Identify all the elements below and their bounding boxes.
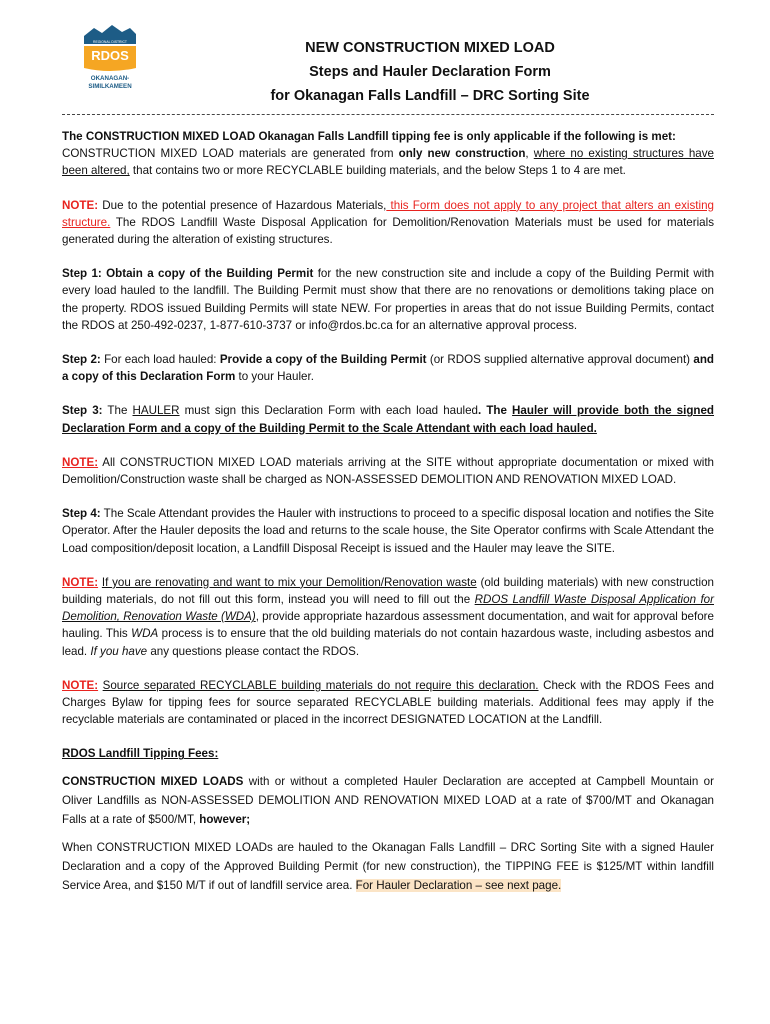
note-4: NOTE: Source separated RECYCLABLE building materials do not require this declaration. Check with the RDOS Fees and Charges Bylaw for tipping fees for source separated RECYCLABLE building materials. Additional fees may apply if the recyclable materials are contaminated or placed in the incorrect DESIGNATED LOCATION at the Landfill.: [62, 678, 714, 727]
fees-heading-paragraph: [62, 745, 714, 762]
step-1: Step 1: Obtain a copy of the Building Permit for the new construction site and include a copy of the Building Permit with every load hauled to the landfill. The Building Permit must show that there are no renovations or demolitions taking place on the property. RDOS issued Building Permits will state NEW. For properties in areas that do not issue Building Permits, contact the RDOS at 250-492-0237, 1-877-610-3737 or info@rdos.bc.ca for an alternative approval process.: [62, 267, 715, 332]
note-label: NOTE:: [62, 198, 99, 212]
step-4: Step 4: The Scale Attendant provides the Hauler with instructions to proceed to a specific disposal location and notifies the Site Operator. After the Hauler deposits the load and returns to the scale house, the Site Operator confirms with Scale Attendant the Load composition/deposit location, a Landfill Disposal Receipt is issued and the Hauler may leave the SITE.: [62, 507, 714, 555]
logo-line2: SIMILKAMEEN: [88, 83, 132, 90]
note-2: NOTE: All CONSTRUCTION MIXED LOAD materials arriving at the SITE without appropriate documentation or mixed with Demolition/Construction waste shall be charged as NON-ASSESSED DEMOLITION AND RENOVATION MIXED LOAD.: [62, 455, 714, 487]
dashed-divider: [62, 114, 714, 115]
document-header: [150, 36, 710, 108]
intro-heading: The CONSTRUCTION MIXED LOAD Okanagan Falls Landfill tipping fee is only applicable if the following is met:: [62, 130, 676, 143]
note-label: NOTE:: [62, 678, 99, 692]
fees-paragraph-2: When CONSTRUCTION MIXED LOADs are hauled to the Okanagan Falls Landfill – DRC Sorting Site with a signed Hauler Declaration and a copy of the Approved Building Permit (for new construction), the TIPPING FEE is $125/MT within landfill Service Area, and $150 M/T if out of landfill service area. For Hauler Declaration – see next page.: [62, 840, 714, 892]
note-label: NOTE:: [62, 575, 99, 589]
intro-paragraph: The CONSTRUCTION MIXED LOAD Okanagan Falls Landfill tipping fee is only applicable if the following is met: CONSTRUCTION MIXED LOAD materials are generated from only new construction, where no existing structures have been altered, that contains two or more RECYCLABLE building materials, and the below Steps 1 to 4 are met.: [62, 130, 714, 178]
step-4-label: Step 4:: [62, 507, 101, 521]
note-1: NOTE: Due to the potential presence of Hazardous Materials, this Form does not apply to any project that alters an existing structure. The RDOS Landfill Waste Disposal Application for Demolition/Renovation Materials must be used for materials generated during the alteration of existing structures.: [62, 198, 714, 247]
step-3: Step 3: The HAULER must sign this Declaration Form with each load hauled. The Hauler will provide both the signed Declaration Form and a copy of the Building Permit to the Scale Attendant with each load hauled.: [62, 404, 715, 435]
title-line-2: Steps and Hauler Declaration Form: [309, 64, 551, 80]
step-2-label: Step 2:: [62, 353, 101, 367]
wda-form-reference: RDOS Landfill Waste Disposal Application for Demolition, Renovation Waste (WDA): [62, 593, 714, 624]
fees-heading: RDOS Landfill Tipping Fees:: [62, 747, 219, 761]
document-body: [62, 128, 714, 912]
title-line-1: NEW CONSTRUCTION MIXED LOAD: [305, 40, 555, 56]
logo-line1: OKANAGAN-: [90, 75, 130, 82]
fees-paragraph-1: CONSTRUCTION MIXED LOADS with or without a completed Hauler Declaration are accepted at Campbell Mountain or Oliver Landfills as NON-ASSESSED DEMOLITION AND RENOVATION MIXED LOAD at a rate of $700/MT and Okanagan Falls at a rate of $500/MT, however;: [62, 774, 714, 826]
title-line-3: for Okanagan Falls Landfill – DRC Sorting Site: [270, 88, 590, 104]
logo-name: RDOS: [91, 48, 129, 63]
rdos-logo: [80, 22, 140, 100]
note-3: NOTE: If you are renovating and want to mix your Demolition/Renovation waste (old building materials) with new construction building materials, do not fill out this form, instead you will need to fill out the RDOS Landfill Waste Disposal Application for Demolition, Renovation Waste (WDA), provide appropriate hazardous assessment documentation, and wait for approval before hauling. This WDA process is to ensure that the old building materials do not contain hazardous waste, including asbestos and lead. If you have any questions please contact the RDOS.: [62, 575, 714, 658]
step-1-label: Step 1: Obtain a copy of the Building Permit: [62, 267, 314, 281]
next-page-callout: For Hauler Declaration – see next page.: [355, 878, 562, 892]
mountain-icon: [84, 25, 136, 40]
note-label: NOTE:: [62, 455, 99, 469]
step-3-label: Step 3:: [62, 404, 103, 418]
step-2: Step 2: For each load hauled: Provide a copy of the Building Permit (or RDOS supplied alternative approval document) and a copy of this Declaration Form to your Hauler.: [62, 353, 714, 384]
logo-top-text: REGIONAL DISTRICT: [93, 40, 127, 44]
